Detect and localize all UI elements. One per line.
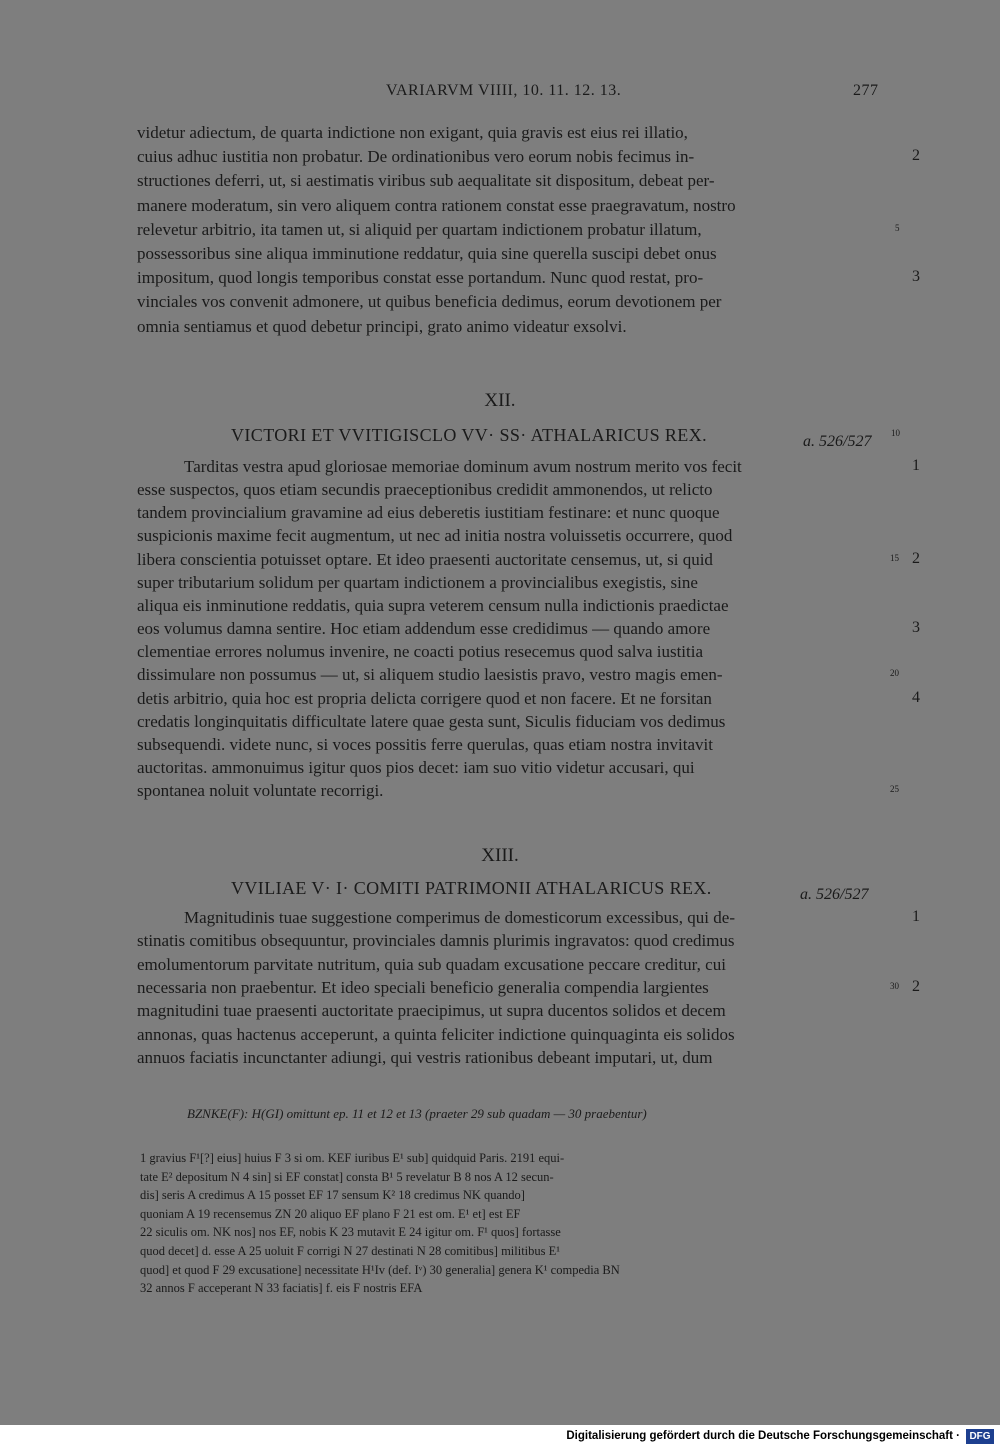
apparatus-note-line: 1 gravius F¹[?] eius] huius F 3 si om. KEF iuribus E¹ sub] quidquid Paris. 2191 equi-	[140, 1151, 565, 1165]
text-line: esse suspectos, quos etiam secundis praeceptionibus credidit ammonendos, ut relicto	[137, 480, 713, 500]
apparatus-note-line: quod] et quod F 29 excusatione] necessitate H¹Iv (def. Iᵛ) 30 generalia] genera K¹ compedia BN	[140, 1262, 620, 1277]
paragraph-number: 2	[912, 549, 920, 567]
text-line: necessaria non praebentur. Et ideo speciali beneficio generalia compendia largientes	[137, 978, 709, 998]
section-12-address: VICTORI ET VVITIGISCLO VV· SS· ATHALARICUS REX.	[231, 425, 707, 445]
paragraph-number: 4	[912, 688, 920, 706]
section-13-date: a. 526/527	[800, 886, 869, 903]
text-line: possessoribus sine aliqua imminutione reddatur, quia sine querella suscipi debet onus	[137, 244, 717, 263]
text-line: aliqua eis inminutione reddatis, quia supra veterem censum nulla indictionis praedictae	[137, 595, 729, 615]
text-line: impositum, quod longis temporibus constat esse portandum. Nunc quod restat, pro-	[137, 268, 704, 288]
apparatus-note-line: 32 annos F acceperant N 33 faciatis] f. eis F nostris EFA	[140, 1281, 423, 1296]
text-line: super tributarium solidum per quartam indictionem a provincialibus exegistis, sine	[137, 572, 698, 592]
page-number: 277	[853, 82, 879, 99]
running-title: VARIARVM VIIII, 10. 11. 12. 13.	[386, 82, 622, 99]
text-line: omnia sentiamus et quod debetur principi, grato animo videatur exsolvi.	[137, 316, 627, 336]
text-line: videtur adiectum, de quarta indictione non exigant, quia gravis est eius rei illatio,	[137, 123, 688, 142]
text-line: libera conscientia potuisset optare. Et ideo praesenti auctoritate censemus, ut, si quid	[137, 549, 713, 569]
text-line: eos volumus damna sentire. Hoc etiam addendum esse credidimus — quando amore	[137, 619, 711, 639]
paragraph-number: 3	[912, 619, 920, 637]
paragraph-number: 1	[912, 908, 920, 925]
dfg-logo: DFG	[966, 1429, 994, 1444]
text-line: annuos faciatis incunctanter adiungi, qui vestris rationibus debeant imputari, ut, dum	[137, 1048, 713, 1068]
line-number: 25	[890, 784, 899, 795]
text-line: suspicionis maxime fecit augmentum, ut nec ad initia nostra voluissetis occurrere, quod	[137, 526, 733, 546]
section-12-date: a. 526/527	[803, 433, 872, 450]
apparatus-note-line: tate E² depositum N 4 sin] si EF constat] consta B¹ 5 revelatur B 8 nos A 12 secun-	[140, 1169, 554, 1184]
paragraph-number: 2	[912, 978, 920, 996]
apparatus-note-line: quod decet] d. esse A 25 uoluit F corrigi N 27 destinati N 28 comitibus] militibus E¹	[140, 1244, 561, 1258]
section-13-number: XIII.	[481, 845, 519, 866]
text-line: credatis longinquitatis difficultate latere quae gesta sunt, Siculis fiduciam vos dedimus	[137, 711, 726, 731]
line-number: 20	[890, 668, 899, 679]
paragraph-number: 1	[912, 457, 920, 474]
text-line: auctoritas. ammonuimus igitur quos pios decet: iam suo vitio videtur accusari, qui	[137, 757, 695, 777]
funding-credit: Digitalisierung gefördert durch die Deutsche Forschungsgemeinschaft ·	[566, 1430, 960, 1442]
text-line: manere moderatum, sin vero aliquem contra rationem constat esse praegravatum, nostro	[137, 195, 736, 215]
text-line: annonas, quas hactenus acceperunt, a quinta feliciter indictione quinquaginta eis solidos	[137, 1024, 735, 1044]
text-line: structiones deferri, ut, si aestimatis viribus sub aequalitate sit dispositum, debeat per-	[137, 171, 715, 191]
text-line: spontanea noluit voluntate recorrigi.	[137, 781, 384, 801]
text-line: clementiae errores nolumus invenire, ne coacti potius resecemus quod salva iustitia	[137, 642, 704, 662]
apparatus-note-line: dis] seris A credimus A 15 posset EF 17 sensum K² 18 credimus NK quando]	[140, 1188, 525, 1203]
text-line: magnitudini tuae praesenti auctoritate praecipimus, ut supra ducentos solidos et decem	[137, 1001, 726, 1021]
text-line: tandem provincialium gravamine ad eius deberetis iustitiam festinare: et nunc quoque	[137, 503, 720, 523]
text-line: Tarditas vestra apud gloriosae memoriae dominum avum nostrum merito vos fecit	[184, 457, 742, 476]
section-12-number: XII.	[484, 390, 516, 411]
paragraph-number: 3	[912, 268, 920, 286]
text-line: emolumentorum parvitate nutritum, quia sub quadam excusatione peccare creditur, cui	[137, 954, 726, 974]
text-line: cuius adhuc iustitia non probatur. De ordinationibus vero eorum nobis fecimus in-	[137, 147, 695, 167]
footer-banner	[0, 1425, 1000, 1448]
apparatus-note-line: 22 siculis om. NK nos] nos EF, nobis K 23 mutavit E 24 igitur om. F¹ quos] fortasse	[140, 1225, 561, 1240]
line-number-10: 10	[891, 428, 900, 438]
section-13-address: VVILIAE V· I· COMITI PATRIMONII ATHALARICUS REX.	[231, 878, 712, 898]
paragraph-number: 2	[912, 147, 920, 165]
text-line: subsequendi. videte nunc, si voces possitis ferre querulas, quas etiam nostra invitavit	[137, 734, 713, 754]
text-line: stinatis comitibus obsequuntur, provinciales damnis plurimis ingravatos: quod credimus	[137, 931, 735, 951]
apparatus-note-line: quoniam A 19 recensemus ZN 20 aliquo EF plano F 21 est om. E¹ et] est EF	[140, 1206, 521, 1221]
apparatus-sigla-note: BZNKE(F): H(GI) omittunt ep. 11 et 12 et 13 (praeter 29 sub quadam — 30 praebentur)	[187, 1106, 647, 1121]
line-number: 30	[890, 981, 899, 992]
text-line: vinciales vos convenit admonere, ut quibus beneficia dedimus, eorum devotionem per	[137, 292, 722, 312]
text-line: detis arbitrio, quia hoc est propria delicta corrigere quod et non facere. Et ne forsitan	[137, 688, 712, 708]
text-line: relevetur arbitrio, ita tamen ut, si aliquid per quartam indictionem probatur illatum,	[137, 219, 702, 239]
text-line: Magnitudinis tuae suggestione comperimus de domesticorum excessibus, qui de-	[184, 908, 735, 927]
text-line: dissimulare non possumus — ut, si aliquem studio laesistis pravo, vestro magis emen-	[137, 665, 723, 685]
line-number: 15	[890, 552, 899, 563]
line-number: 5	[895, 222, 900, 233]
